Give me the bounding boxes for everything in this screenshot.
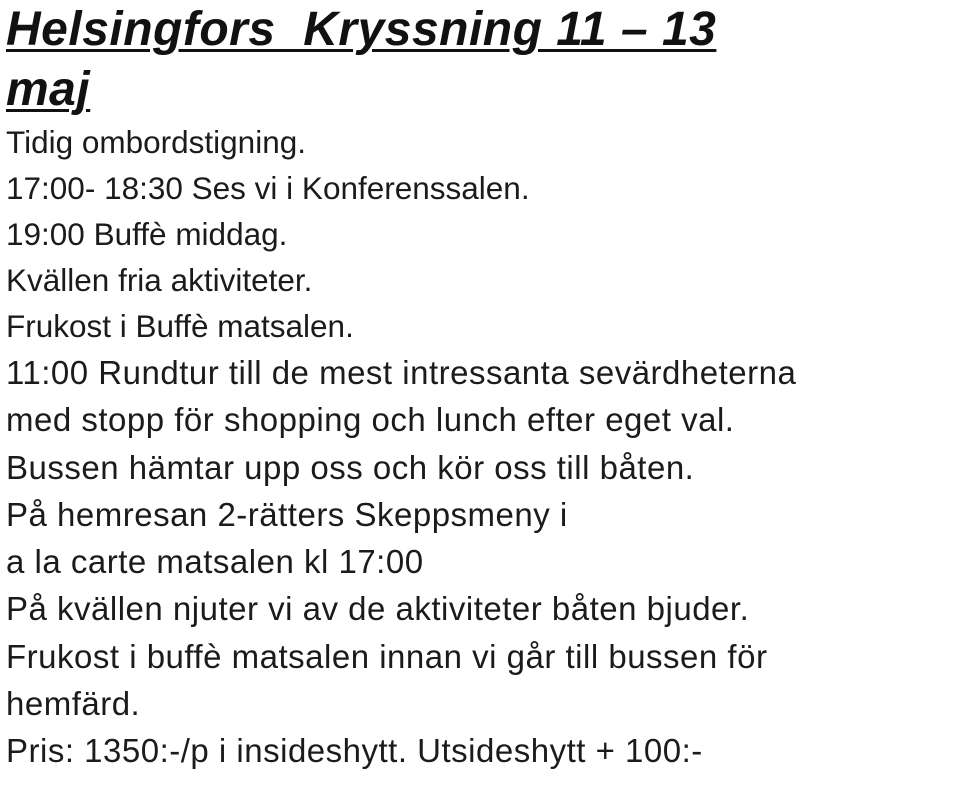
itinerary-line: Tidig ombordstigning. xyxy=(6,124,306,160)
itinerary-line: Frukost i Buffè matsalen. xyxy=(6,308,354,344)
document xyxy=(6,0,956,775)
itinerary-line: 19:00 Buffè middag. xyxy=(6,216,288,252)
itinerary-line: Frukost i buffè matsalen innan vi går till bussen för xyxy=(6,637,768,675)
itinerary-line: a la carte matsalen kl 17:00 xyxy=(6,543,424,581)
itinerary-day-two xyxy=(6,349,956,775)
itinerary-line: hemfärd. xyxy=(6,685,141,723)
itinerary-line: 11:00 Rundtur till de mest intressanta sevärdheterna xyxy=(6,354,797,391)
itinerary-day-one xyxy=(6,119,956,349)
itinerary-line: med stopp för shopping och lunch efter eget val. xyxy=(6,401,735,439)
price-line: Pris: 1350:-/p i insideshytt. Utsideshytt + 100:- xyxy=(6,732,703,770)
page-title xyxy=(6,0,956,120)
title-line: Helsingfors Kryssning 11 – 13 xyxy=(6,3,717,56)
title-line: maj xyxy=(6,63,91,116)
itinerary-line: På kvällen njuter vi av de aktiviteter båten bjuder. xyxy=(6,590,750,628)
itinerary-line: Bussen hämtar upp oss och kör oss till båten. xyxy=(6,448,695,486)
itinerary-line: Kvällen fria aktiviteter. xyxy=(6,262,313,298)
itinerary-line: 17:00- 18:30 Ses vi i Konferenssalen. xyxy=(6,170,530,206)
itinerary-line: På hemresan 2-rätters Skeppsmeny i xyxy=(6,495,568,533)
